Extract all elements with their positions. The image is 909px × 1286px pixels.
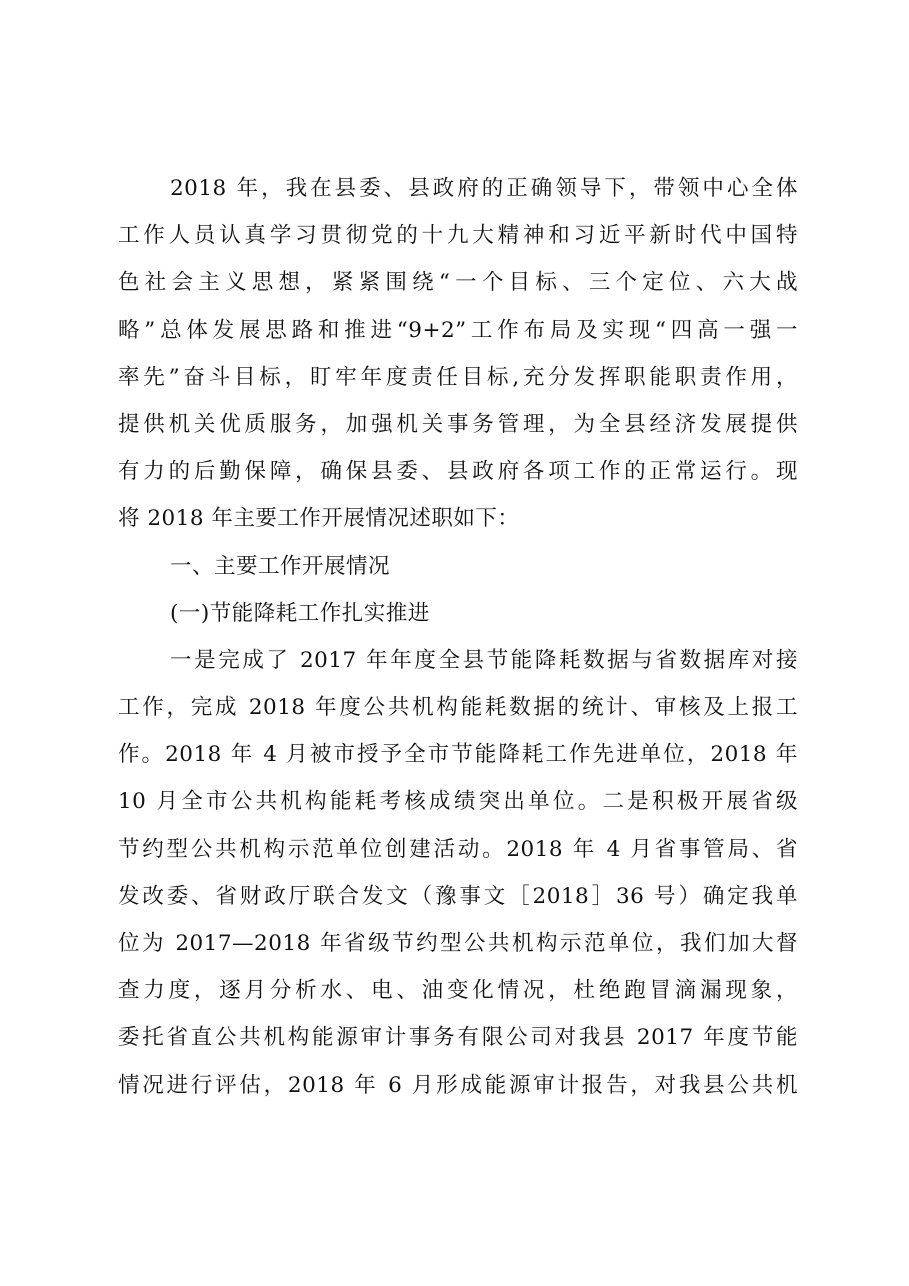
paragraph-line: 略”总体发展思路和推进“9+2”工作布局及实现“四高一强一 bbox=[118, 317, 798, 343]
paragraph-line: 将 2018 年主要工作开展情况述职如下： bbox=[118, 506, 520, 532]
paragraph-line: 2018 年，我在县委、县政府的正确领导下，带领中心全体 bbox=[170, 176, 798, 201]
paragraph-line: 10 月全市公共机构能耗考核成绩突出单位。二是积极开展省级 bbox=[118, 789, 798, 815]
paragraph-line: 提供机关优质服务，加强机关事务管理，为全县经济发展提供 bbox=[118, 411, 798, 437]
paragraph-line: 率先”奋斗目标，盯牢年度责任目标,充分发挥职能职责作用， bbox=[118, 364, 798, 390]
paragraph-line: 工作人员认真学习贯彻党的十九大精神和习近平新时代中国特 bbox=[118, 223, 798, 249]
paragraph-line: 一是完成了 2017 年年度全县节能降耗数据与省数据库对接 bbox=[170, 647, 798, 673]
paragraph-line: 节约型公共机构示范单位创建活动。2018 年 4 月省事管局、省 bbox=[118, 836, 798, 862]
paragraph-line: 有力的后勤保障，确保县委、县政府各项工作的正常运行。现 bbox=[118, 459, 798, 485]
paragraph-line: 工作，完成 2018 年度公共机构能耗数据的统计、审核及上报工 bbox=[118, 695, 798, 721]
paragraph-line: 色社会主义思想，紧紧围绕“一个目标、三个定位、六大战 bbox=[118, 270, 798, 296]
paragraph-line: 情况进行评估，2018 年 6 月形成能源审计报告，对我县公共机 bbox=[118, 1072, 798, 1098]
section-heading: 一、主要工作开展情况 bbox=[170, 553, 391, 579]
paragraph-line: 发改委、省财政厅联合发文（豫事文［2018］36 号）确定我单 bbox=[118, 883, 798, 909]
document-body bbox=[118, 165, 798, 1109]
subsection-heading: (一)节能降耗工作扎实推进 bbox=[170, 600, 430, 626]
paragraph-line: 委托省直公共机构能源审计事务有限公司对我县 2017 年度节能 bbox=[118, 1025, 798, 1051]
paragraph-line: 位为 2017—2018 年省级节约型公共机构示范单位，我们加大督 bbox=[118, 931, 798, 956]
paragraph-line: 查力度，逐月分析水、电、油变化情况，杜绝跑冒滴漏现象， bbox=[118, 978, 798, 1004]
paragraph-line: 作。2018 年 4 月被市授予全市节能降耗工作先进单位，2018 年 bbox=[118, 742, 798, 768]
